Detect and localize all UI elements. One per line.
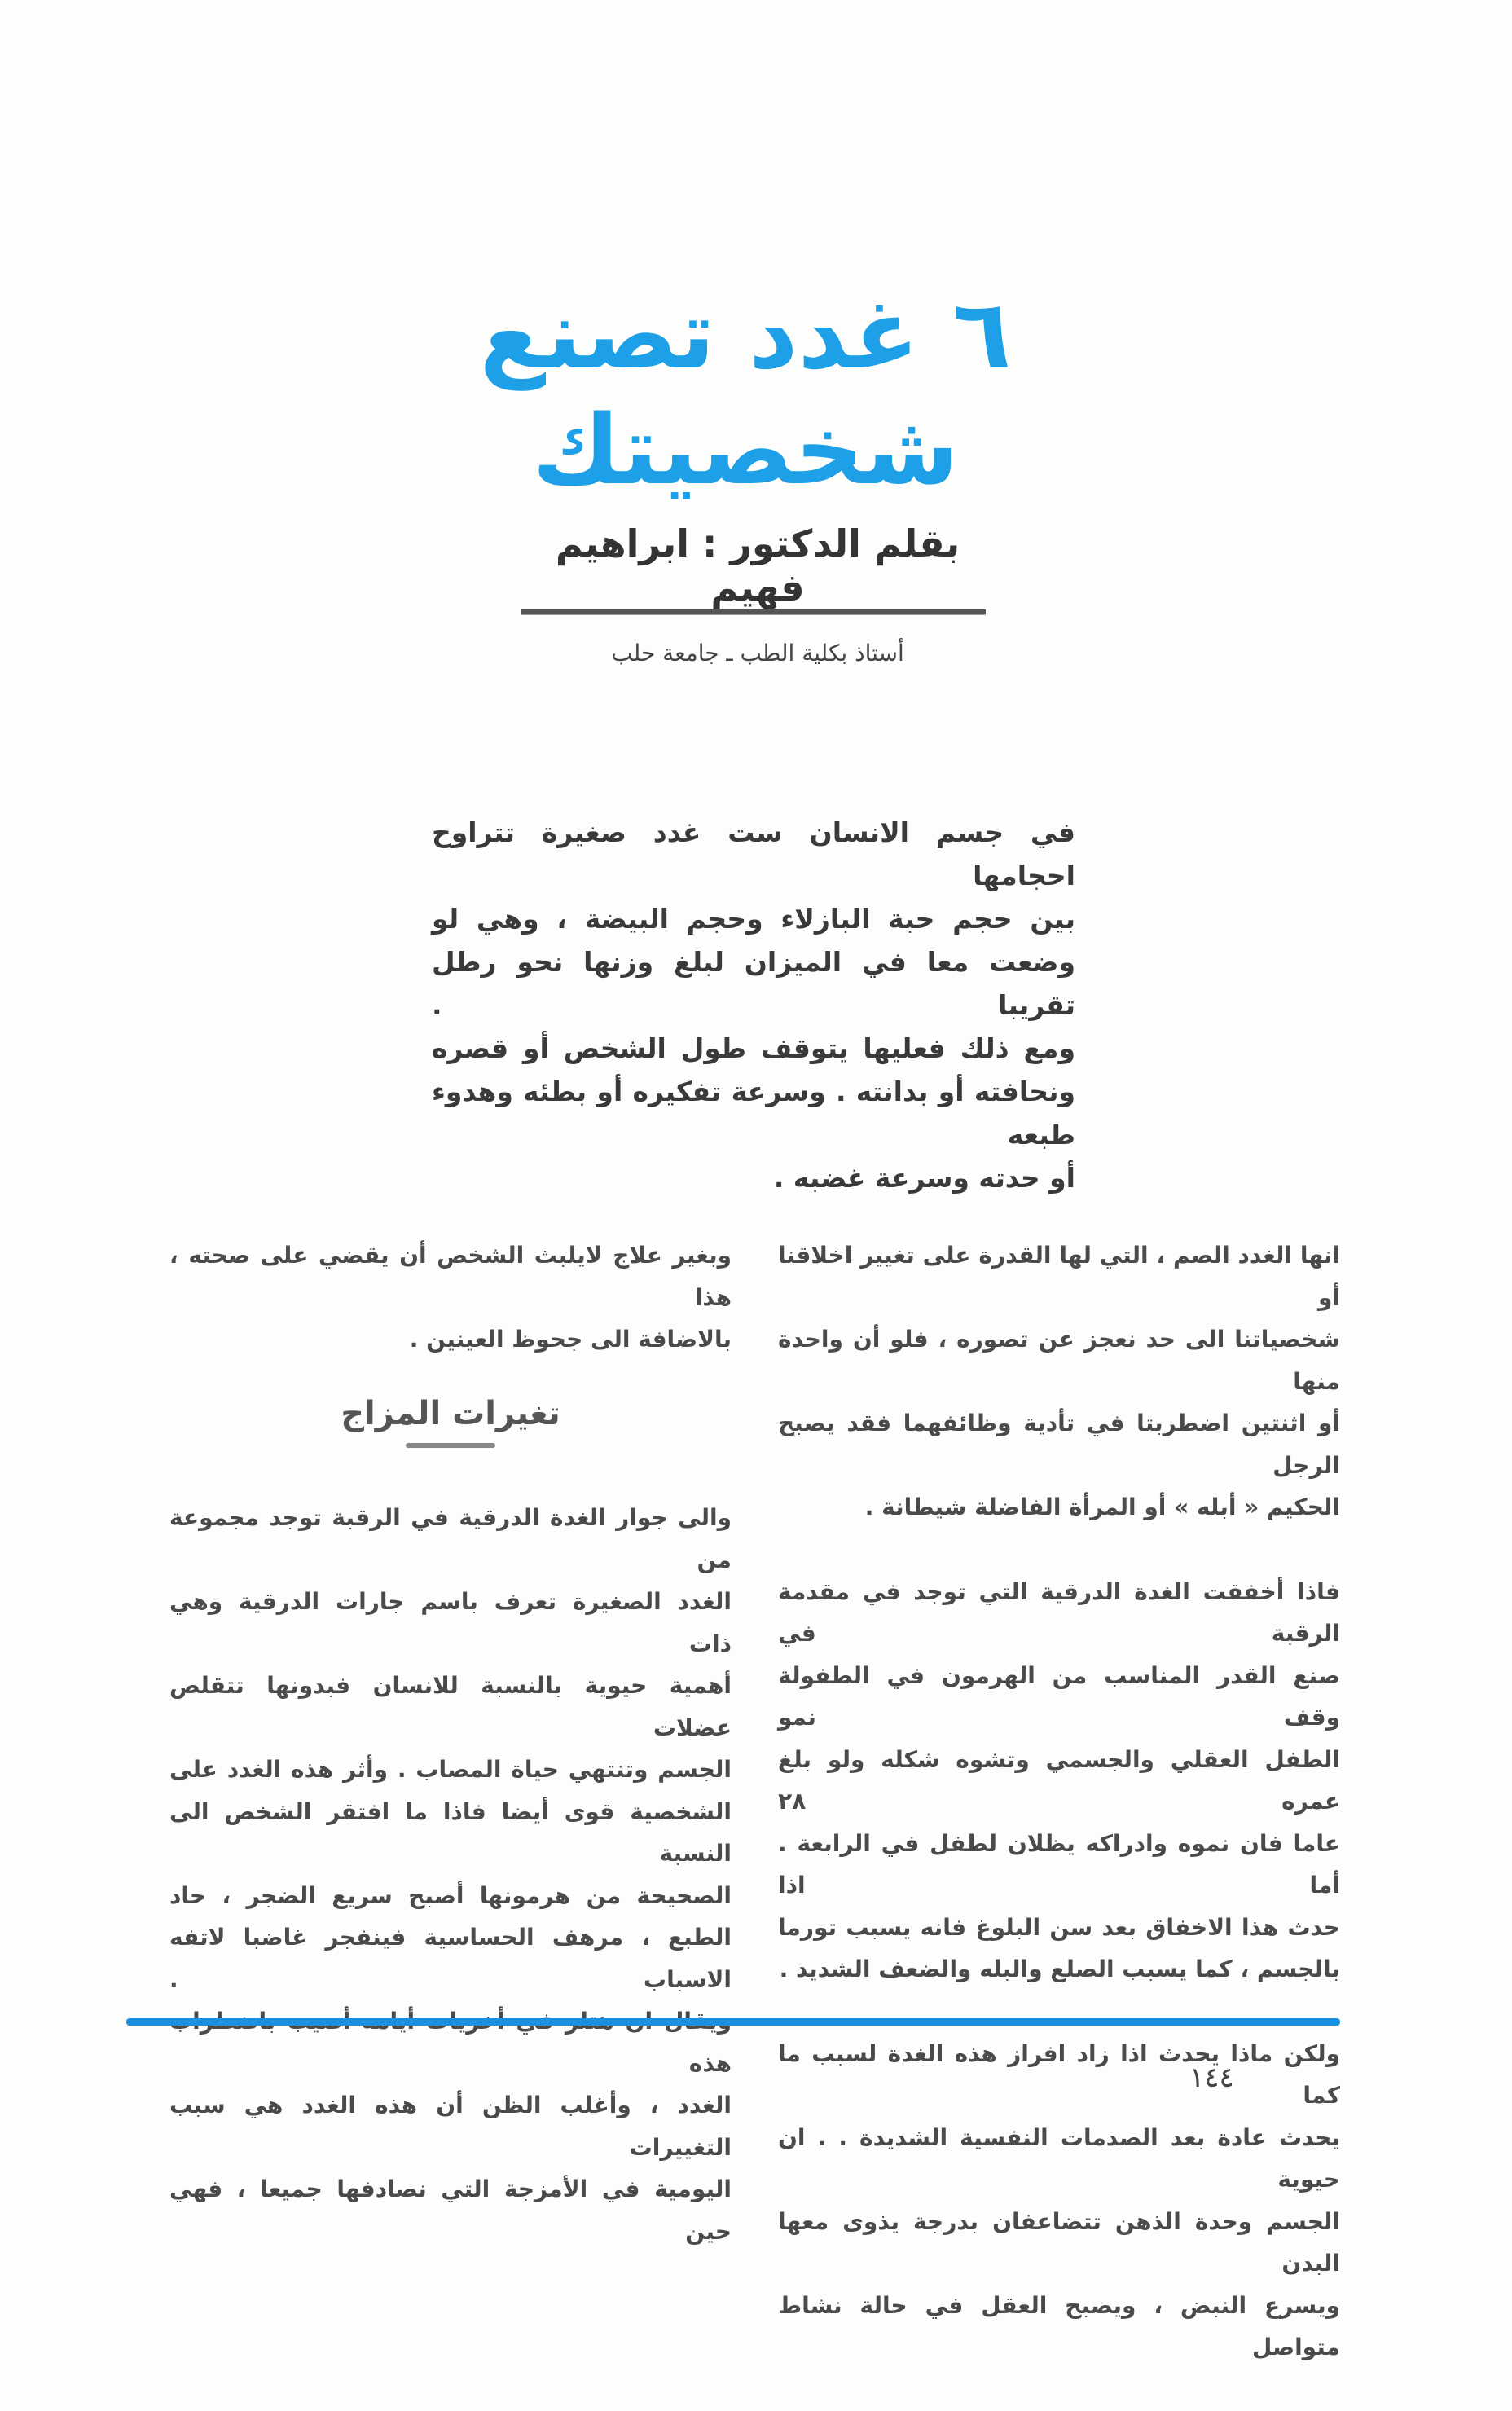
article-title: ٦ غدد تصنع شخصيتك: [479, 278, 1012, 506]
paragraph: [778, 1234, 1340, 1529]
text-line: أو اثنتين اضطربتا في تأدية وظائفهما فقد يصبح الرجل: [778, 1410, 1340, 1479]
text-line: فاذا أخفقت الغدة الدرقية التي توجد في مقدمة الرقبة في: [778, 1577, 1340, 1647]
author-affiliation: أستاذ بكلية الطب ـ جامعة حلب: [611, 640, 904, 667]
text-line: هذه: [688, 2049, 732, 2077]
text-line: يحدث عادة بعد الصدمات النفسية الشديدة . . ان حيوية: [778, 2123, 1340, 2193]
footer-rule: [126, 2018, 1340, 2026]
text-line: وضعت معا في الميزان لبلغ وزنها نحو رطل تقريبا .: [432, 946, 1075, 1021]
text-line: الجسم وتنتهي حياة المصاب . وأثر هذه الغدد على: [169, 1756, 732, 1783]
text-line: الطفل العقلي والجسمي وتشوه شكله ولو بلغ عمره ٢٨: [778, 1745, 1340, 1815]
text-line: الصحيحة من هرمونها أصبح سريع الضجر ، حاد: [169, 1881, 732, 1909]
paragraph: [169, 1497, 732, 2252]
text-line: الجسم وحدة الذهن تتضاعفان بدرجة يذوى معها البدن: [778, 2207, 1340, 2277]
text-line: بين حجم حبة البازلاء وحجم البيضة ، وهي لو: [432, 903, 1075, 935]
text-line: الطبع ، مرهف الحساسية فينفجر غاضبا لاتفه الاسباب .: [169, 1924, 732, 1993]
text-line: صنع القدر المناسب من الهرمون في الطفولة وقف نمو: [778, 1661, 1340, 1731]
text-line: ومع ذلك فعليها يتوقف طول الشخص أو قصره: [432, 1032, 1075, 1064]
text-line: ولكن ماذا يحدث اذا زاد افراز هذه الغدة لسبب ما كما: [778, 2039, 1340, 2109]
text-line: بالجسم ، كما يسبب الصلع والبله والضعف الشديد .: [779, 1956, 1340, 1982]
text-line: في جسم الانسان ست غدد صغيرة تتراوح احجامها: [432, 816, 1075, 891]
text-line: عاما فان نموه وادراكه يظلان لطفل في الرابعة . أما اذا: [778, 1829, 1340, 1898]
text-line: وبغير علاج لايلبث الشخص أن يقضي على صحته ، هذا: [169, 1242, 732, 1311]
text-line: انها الغدد الصم ، التي لها القدرة على تغيير اخلاقنا أو: [778, 1242, 1340, 1311]
text-line: ونحافته أو بدانته . وسرعة تفكيره أو بطئه وهدوء طبعه: [432, 1076, 1075, 1151]
byline-divider: [521, 609, 986, 615]
text-line: الحكيم « أبله » أو المرأة الفاضلة شيطانة .: [864, 1494, 1340, 1520]
text-line: بالاضافة الى جحوظ العينين .: [409, 1326, 732, 1353]
paragraph: [169, 1234, 732, 1361]
text-line: أهمية حيوية بالنسبة للانسان فبدونها تتقلص عضلات: [169, 1672, 732, 1741]
text-line: حدث هذا الاخفاق بعد سن البلوغ فانه يسبب تورما: [778, 1913, 1340, 1941]
heading-ornament: [406, 1443, 495, 1448]
intro-paragraph: [432, 811, 1075, 1199]
paragraph: [778, 2033, 1340, 2369]
text-line: أو حدته وسرعة غضبه .: [773, 1162, 1075, 1194]
text-line: شخصياتنا الى حد نعجز عن تصوره ، فلو أن واحدة منها: [778, 1326, 1340, 1395]
text-line: الشخصية قوى أيضا فاذا ما افتقر الشخص الى النسبة: [169, 1797, 732, 1867]
text-line: ويسرع النبض ، ويصبح العقل في حالة نشاط متواصل: [778, 2291, 1340, 2360]
author-byline: بقلم الدكتور : ابراهيم فهيم: [555, 521, 960, 609]
text-line: اليومية في الأمزجة التي نصادفها جميعا ، فهي حين: [169, 2176, 732, 2245]
page-number: ١٤٤: [1189, 2061, 1234, 2094]
left-column: [169, 1234, 732, 2252]
paragraph: [778, 1571, 1340, 1991]
section-heading: تغيرات المزاج: [341, 1394, 560, 1432]
right-column: [778, 1234, 1340, 2411]
text-line: والى جوار الغدة الدرقية في الرقبة توجد مجموعة من: [169, 1504, 732, 1573]
text-line: الغدد الصغيرة تعرف باسم جارات الدرقية وهي ذات: [169, 1588, 732, 1657]
text-line: الغدد ، وأغلب الظن أن هذه الغدد هي سبب التغييرات: [169, 2092, 732, 2161]
